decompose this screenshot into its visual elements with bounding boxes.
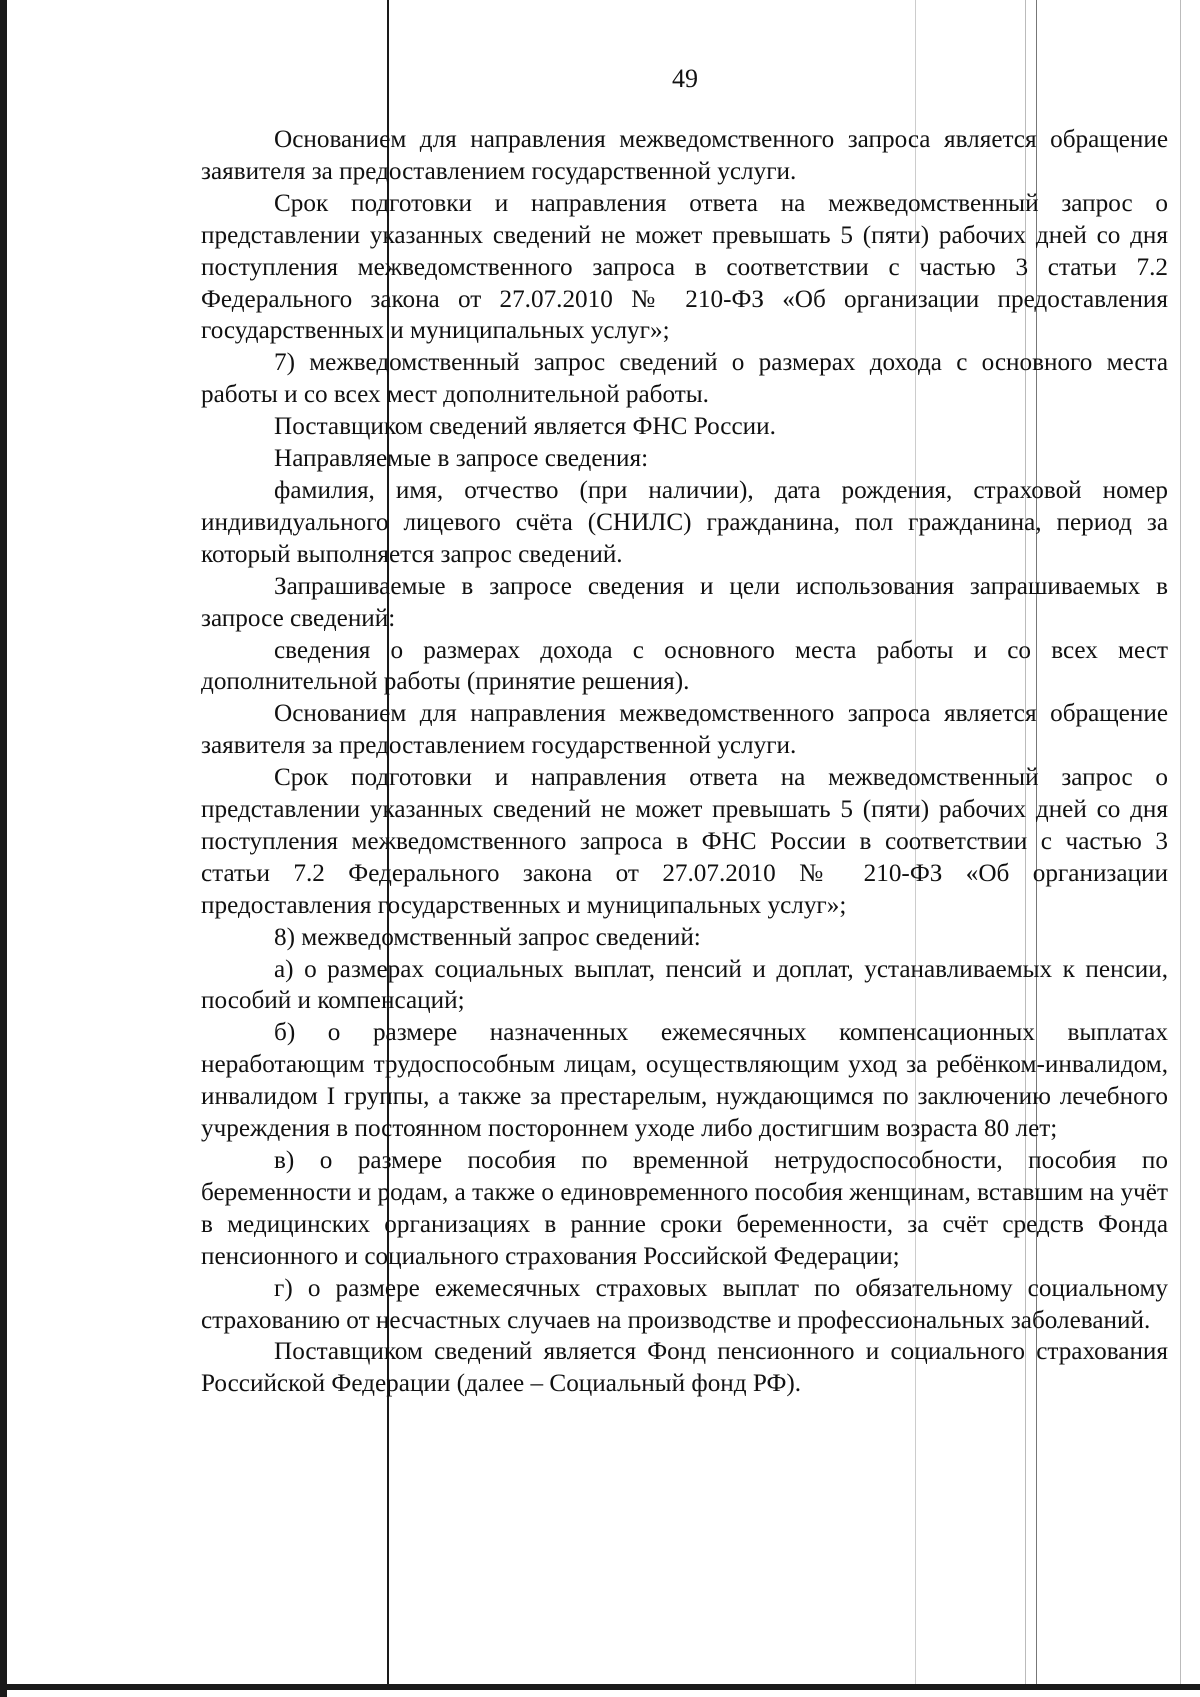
paragraph: б) о размере назначенных ежемесячных компенсационных выплатах неработающим трудоспособным лицам, осуществляющим уход за ребёнком-инвалидом, инвалидом I группы, а также за престарелым, нуждающимся по заключению лечебного учреждения в постоянном постороннем уходе либо достигшим возраста 80 лет; xyxy=(201,1019,1168,1143)
paragraph: сведения о размерах дохода с основного места работы и со всех мест дополнительной работы (принятие решения). xyxy=(201,636,1168,696)
paragraph: г) о размере ежемесячных страховых выплат по обязательному социальному страхованию от несчастных случаев на производстве и профессиональных заболеваний. xyxy=(201,1274,1168,1334)
paragraph: 8) межведомственный запрос сведений: xyxy=(274,923,701,951)
paragraph: Запрашиваемые в запросе сведения и цели использования запрашиваемых в запросе сведений: xyxy=(201,572,1168,632)
paragraph: в) о размере пособия по временной нетрудоспособности, пособия по беременности и родам, а также о единовременного пособия женщинам, вставшим на учёт в медицинских организациях в ранние сроки беременности, за счёт средств Фонда пенсионного и социального страхования Российской Федерации; xyxy=(201,1147,1168,1270)
paragraph: Основанием для направления межведомственного запроса является обращение заявителя за предоставлением государственной услуги. xyxy=(201,126,1168,185)
document-body xyxy=(201,124,1168,1400)
paragraph: Направляемые в запросе сведения: xyxy=(274,445,649,473)
paragraph: Основанием для направления межведомственного запроса является обращение заявителя за предоставлением государственной услуги. xyxy=(201,700,1168,760)
paragraph: а) о размерах социальных выплат, пенсий и доплат, устанавливаемых к пенсии, пособий и компенсаций; xyxy=(201,955,1168,1015)
paragraph: Поставщиком сведений является ФНС России. xyxy=(274,413,776,441)
paragraph: Срок подготовки и направления ответа на межведомственный запрос о представлении указанных сведений не может превышать 5 (пяти) рабочих дней со дня поступления межведомственного запроса в соответствии с частью 3 статьи 7.2 Федерального закона от 27.07.2010 № 210-ФЗ «Об организации предоставления государственных и муниципальных услуг»; xyxy=(201,189,1168,345)
paragraph: Поставщиком сведений является Фонд пенсионного и социального страхования Российской Федерации (далее – Социальный фонд РФ). xyxy=(201,1338,1168,1398)
scan-border-bottom xyxy=(0,1684,1200,1690)
page-number: 49 xyxy=(672,64,698,93)
paragraph: фамилия, имя, отчество (при наличии), дата рождения, страховой номер индивидуального лицевого счёта (СНИЛС) гражданина, пол гражданина, период за который выполняется запрос сведений. xyxy=(201,476,1168,568)
paragraph: Срок подготовки и направления ответа на межведомственный запрос о представлении указанных сведений не может превышать 5 (пяти) рабочих дней со дня поступления межведомственного запроса в ФНС России в соответствии с частью 3 статьи 7.2 Федерального закона от 27.07.2010 № 210-ФЗ «Об организации предоставления государственных и муниципальных услуг»; xyxy=(201,764,1168,919)
paragraph: 7) межведомственный запрос сведений о размерах дохода с основного места работы и со всех мест дополнительной работы. xyxy=(201,349,1168,409)
scan-border-left xyxy=(0,0,7,1697)
scan-artifact-line-faint xyxy=(1180,0,1181,1685)
